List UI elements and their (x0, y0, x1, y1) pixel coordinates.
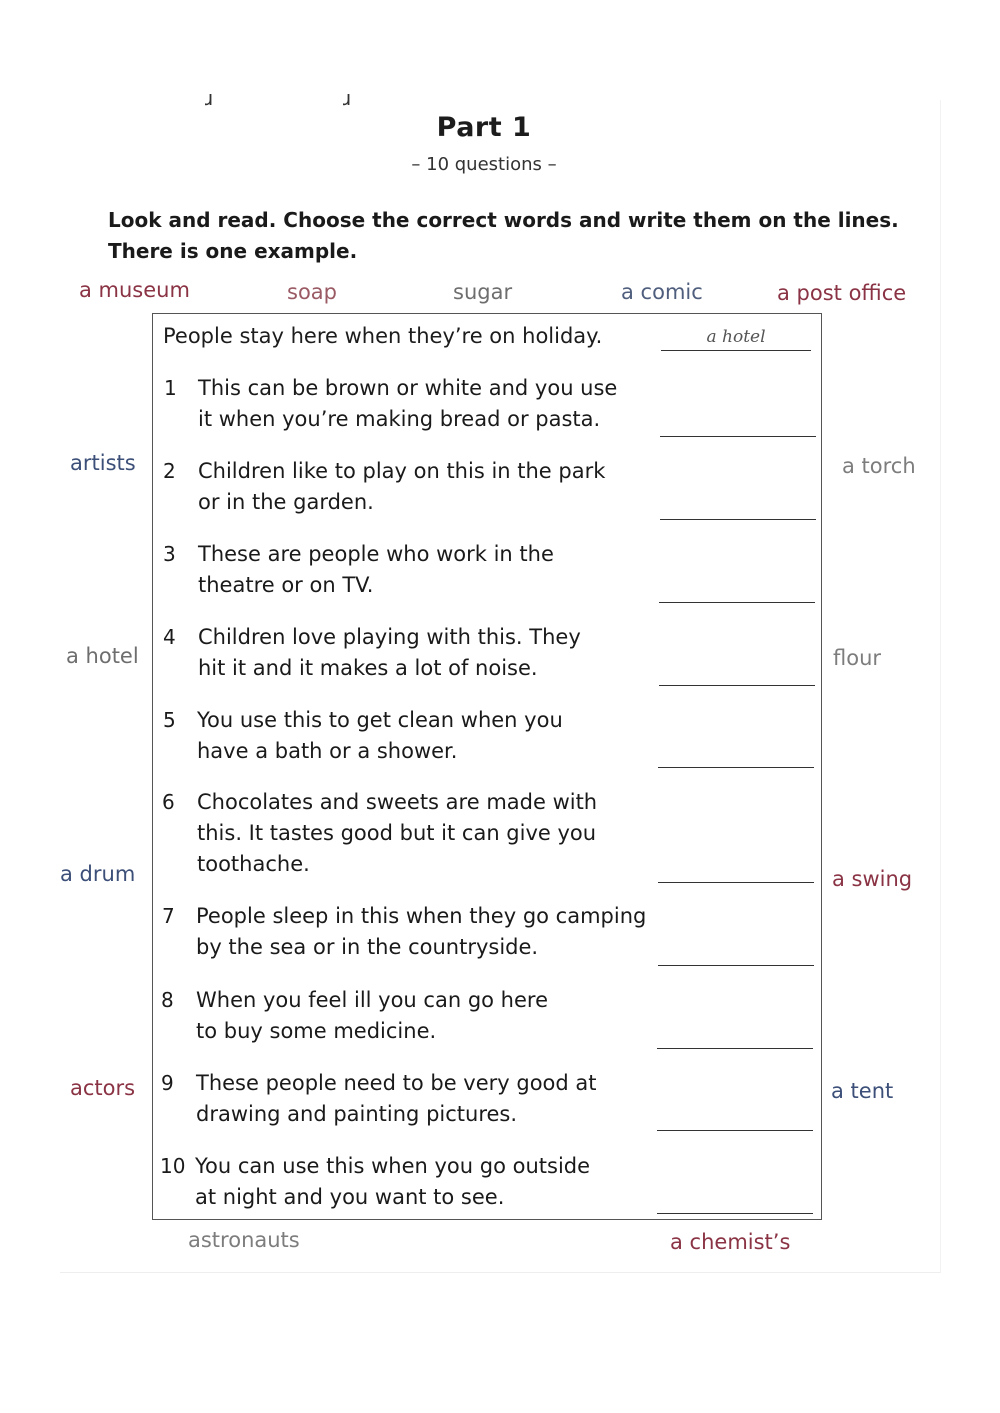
word-a-swing: a swing (832, 867, 913, 891)
answer-input-6[interactable] (658, 850, 814, 883)
word-a-tent: a tent (831, 1079, 894, 1103)
answer-input-10[interactable] (657, 1181, 813, 1214)
question-text (197, 705, 667, 767)
word-artists: artists (70, 451, 136, 475)
answer-input-3[interactable] (659, 570, 815, 603)
question-line: theatre or on TV. (198, 573, 374, 597)
answer-input-5[interactable] (658, 735, 814, 768)
word-a-chemists: a chemist’s (670, 1230, 791, 1254)
instruction-line: There is one example. (108, 239, 358, 263)
example-question: People stay here when they’re on holiday. (163, 324, 603, 348)
question-number: 5 (163, 708, 176, 732)
question-line: by the sea or in the countryside. (196, 935, 539, 959)
question-line: Chocolates and sweets are made with (197, 790, 598, 814)
question-number: 6 (162, 790, 175, 814)
answer-input-1[interactable] (660, 404, 816, 437)
question-line: hit it and it makes a lot of noise. (198, 656, 538, 680)
word-a-museum: a museum (79, 278, 190, 302)
question-line: You can use this when you go outside (195, 1154, 591, 1178)
question-line: When you feel ill you can go here (196, 988, 548, 1012)
question-line: Children love playing with this. They (198, 625, 581, 649)
question-number: 3 (163, 542, 176, 566)
question-number: 8 (161, 988, 174, 1012)
question-text (195, 1151, 665, 1213)
word-sugar: sugar (453, 280, 513, 304)
question-line: People sleep in this when they go camping (196, 904, 647, 928)
question-number: 7 (162, 904, 175, 928)
answer-input-9[interactable] (657, 1098, 813, 1131)
word-a-torch: a torch (842, 454, 916, 478)
question-text (196, 901, 666, 963)
question-line: drawing and painting pictures. (196, 1102, 518, 1126)
word-a-comic: a comic (621, 280, 703, 304)
cropped-text-fragment: ɹ (343, 86, 352, 110)
answer-input-2[interactable] (660, 487, 816, 520)
answer-input-8[interactable] (657, 1016, 813, 1049)
word-astronauts: astronauts (188, 1228, 300, 1252)
question-text (198, 456, 668, 518)
answer-input-7[interactable] (658, 933, 814, 966)
question-line: or in the garden. (198, 490, 374, 514)
question-text (198, 373, 668, 435)
instruction-line: Look and read. Choose the correct words and write them on the lines. (108, 208, 899, 232)
question-number: 9 (161, 1071, 174, 1095)
question-line: to buy some medicine. (196, 1019, 437, 1043)
word-flour: flour (833, 646, 882, 670)
question-line: You use this to get clean when you (197, 708, 563, 732)
example-answer: a hotel (661, 325, 811, 351)
word-a-drum: a drum (60, 862, 136, 886)
word-actors: actors (70, 1076, 136, 1100)
question-number: 10 (160, 1154, 186, 1178)
page-subtitle: – 10 questions – (411, 154, 557, 175)
question-line: These people need to be very good at (196, 1071, 597, 1095)
cropped-text-fragment: ɹ (205, 86, 214, 110)
question-number: 1 (164, 376, 177, 400)
question-text (196, 985, 666, 1047)
question-line: this. It tastes good but it can give you (197, 821, 597, 845)
question-line: it when you’re making bread or pasta. (198, 407, 601, 431)
question-text (196, 1068, 666, 1130)
question-text (198, 622, 668, 684)
answer-input-4[interactable] (659, 653, 815, 686)
instructions (108, 205, 908, 267)
word-soap: soap (287, 280, 337, 304)
question-text (198, 539, 668, 601)
question-line: have a bath or a shower. (197, 739, 458, 763)
question-line: toothache. (197, 852, 310, 876)
question-text (197, 787, 667, 880)
question-line: Children like to play on this in the park (198, 459, 606, 483)
question-line: These are people who work in the (198, 542, 554, 566)
question-number: 4 (163, 625, 176, 649)
question-line: This can be brown or white and you use (198, 376, 618, 400)
page-title: Part 1 (436, 112, 532, 143)
word-a-hotel: a hotel (66, 644, 139, 668)
question-line: at night and you want to see. (195, 1185, 505, 1209)
word-a-post-office: a post office (777, 281, 907, 305)
question-number: 2 (163, 459, 176, 483)
